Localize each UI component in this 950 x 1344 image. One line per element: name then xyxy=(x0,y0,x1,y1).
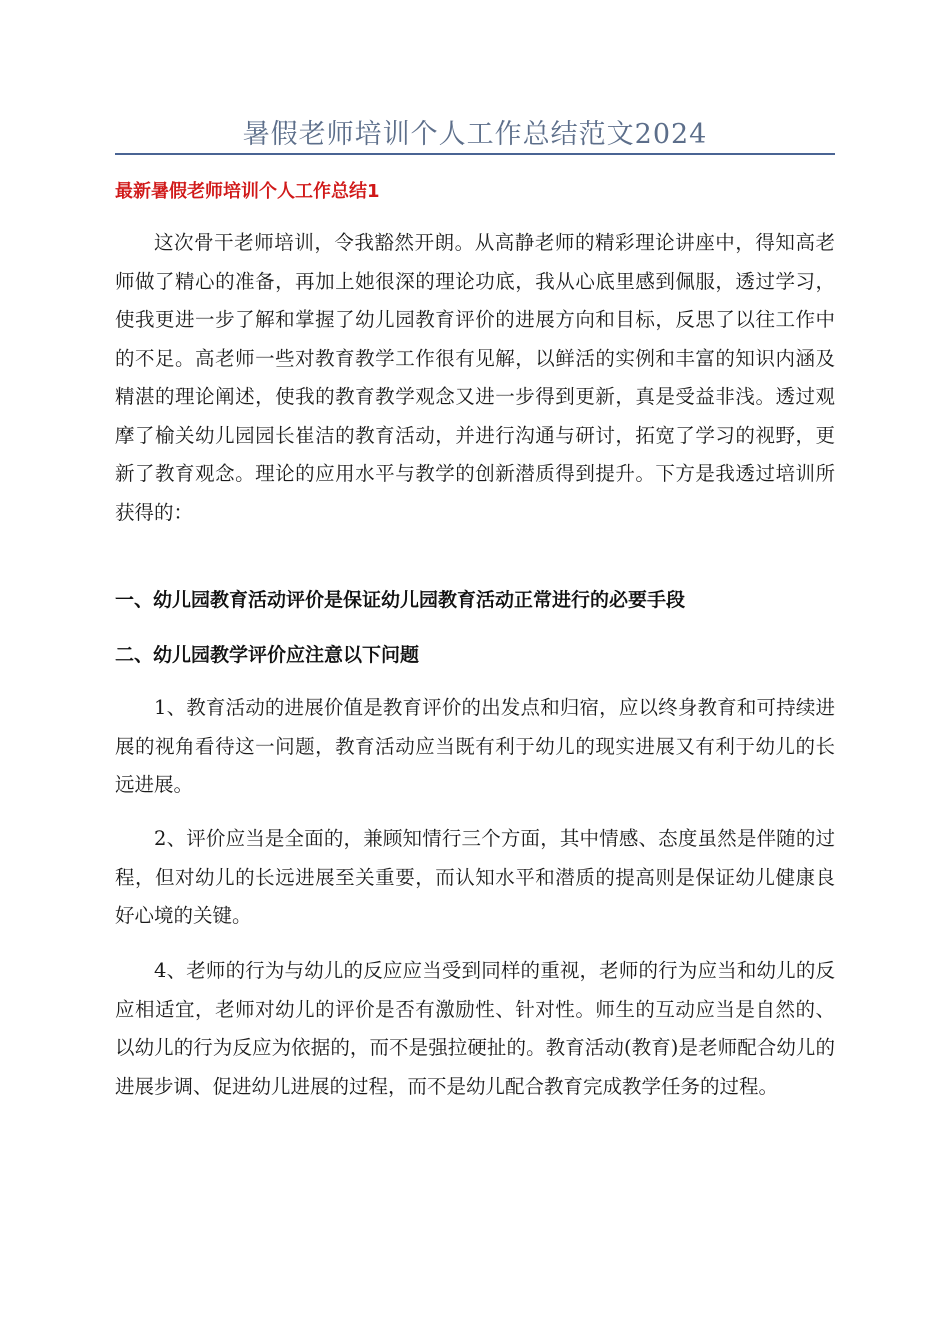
title-underline xyxy=(115,153,835,155)
section-heading: 最新暑假老师培训个人工作总结1 xyxy=(115,181,380,202)
paragraph-intro: 这次骨干老师培训，令我豁然开朗。从高静老师的精彩理论讲座中，得知高老师做了精心的准备，再加上她很深的理论功底，我从心底里感到佩服，透过学习，使我更进一步了解和掌握了幼儿园教育评价的进展方向和目标，反思了以往工作中的不足。高老师一些对教育教学工作很有见解，以鲜活的实例和丰富的知识内涵及精湛的理论阐述，使我的教育教学观念又进一步得到更新，真是受益非浅。透过观摩了榆关幼儿园园长崔洁的教育活动，并进行沟通与研讨，拓宽了学习的视野，更新了教育观念。理论的应用水平与教学的创新潜质得到提升。下方是我透过培训所获得的： xyxy=(115,231,835,524)
document-title: 暑假老师培训个人工作总结范文2024 xyxy=(242,119,708,150)
paragraph-item-1: 1、教育活动的进展价值是教育评价的出发点和归宿，应以终身教育和可持续进展的视角看待这一问题，教育活动应当既有利于幼儿的现实进展又有利于幼儿的长远进展。 xyxy=(115,696,835,796)
subheading-one: 一、幼儿园教育活动评价是保证幼儿园教育活动正常进行的必要手段 xyxy=(115,589,686,611)
subheading-two: 二、幼儿园教学评价应注意以下问题 xyxy=(115,644,420,666)
paragraph-item-2: 2、评价应当是全面的，兼顾知情行三个方面，其中情感、态度虽然是伴随的过程，但对幼儿的长远进展至关重要，而认知水平和潜质的提高则是保证幼儿健康良好心境的关键。 xyxy=(115,827,835,927)
paragraph-item-4: 4、老师的行为与幼儿的反应应当受到同样的重视，老师的行为应当和幼儿的反应相适宜，老师对幼儿的评价是否有激励性、针对性。师生的互动应当是自然的、以幼儿的行为反应为依据的，而不是强拉硬扯的。教育活动(教育)是老师配合幼儿的进展步调、促进幼儿进展的过程，而不是幼儿配合教育完成教学任务的过程。 xyxy=(115,959,835,1098)
